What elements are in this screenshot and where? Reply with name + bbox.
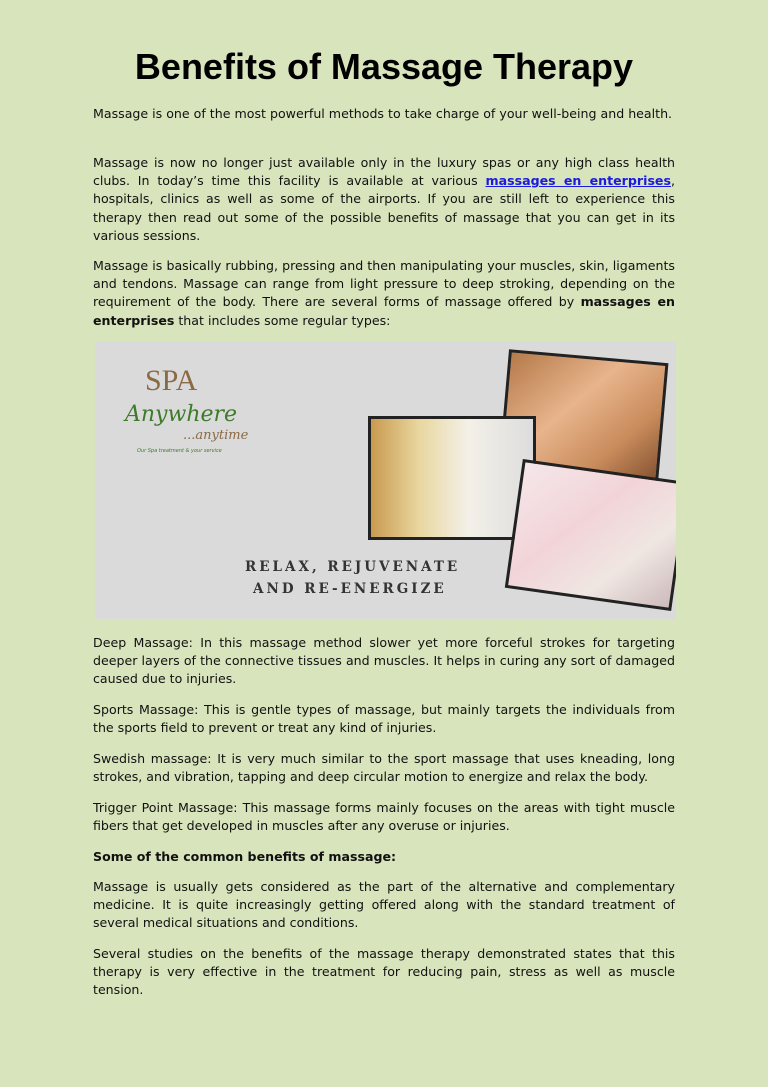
trigger-point-paragraph: Trigger Point Massage: This massage forms mainly focuses on the areas with tight muscle fibers that get developed in muscles after any overuse or injuries. [93,800,675,834]
sports-massage-paragraph: Sports Massage: This is gentle types of massage, but mainly targets the individuals from the sports field to prevent or treat any kind of injuries. [93,702,675,736]
logo-spa: SPA [145,364,198,397]
page-title: Benefits of Massage Therapy [134,46,634,87]
studies-paragraph: Several studies on the benefits of the massage therapy demonstrated states that this therapy is very effective in the treatment for reducing pain, stress as well as muscle tension. [93,946,675,998]
intro-paragraph: Massage is one of the most powerful methods to take charge of your well-being and health. [93,106,673,121]
text: , hospitals, clinics as well as some of the airports. If you are still left to experience this therapy then read out some of the possible benefits of massage that you can get in its various sessions. [93,173,675,243]
swedish-massage-paragraph: Swedish massage: It is very much similar to the sport massage that uses kneading, long strokes, and vibration, tapping and deep circular motion to energize and relax the body. [93,751,675,785]
deep-massage-paragraph: Deep Massage: In this massage method slower yet more forceful strokes for targeting deeper layers of the connective tissues and muscles. It helps in curing any sort of damaged caused due to injuries. [93,635,675,687]
massages-en-enterprises-link[interactable]: massages en enterprises [485,173,671,189]
logo-tagline: Our Spa treatment & your service [137,448,222,454]
logo-anytime: ...anytime [183,428,249,443]
alternative-medicine-paragraph: Massage is usually gets considered as the part of the alternative and complementary medicine. It is quite increasingly getting offered along with the standard treatment of several medical situations and conditions. [93,879,675,931]
text: Massage is basically rubbing, pressing and then manipulating your muscles, skin, ligaments and tendons. Massage can range from light pressure to deep stroking, depending on the requirement of the body. There are several forms of massage offered by [93,258,675,310]
text: Massage is now no longer just available only in the luxury spas or any high class health clubs. In today’s time this facility is available at various [93,155,675,189]
description-paragraph [93,257,675,330]
spa-banner-image [95,342,676,619]
text: that includes some regular types: [174,312,391,328]
availability-paragraph [93,154,675,245]
slogan [245,556,460,600]
company-name: massages en enterprises [93,294,675,328]
slogan-line: AND RE-ENERGIZE [253,581,447,597]
slogan-line: RELAX, REJUVENATE [245,559,461,575]
benefits-heading: Some of the common benefits of massage: [93,849,397,864]
candle-towel-photo [368,416,536,540]
logo-anywhere: Anywhere [125,402,238,427]
facial-mask-photo [505,459,676,611]
spa-anywhere-logo [125,364,265,464]
